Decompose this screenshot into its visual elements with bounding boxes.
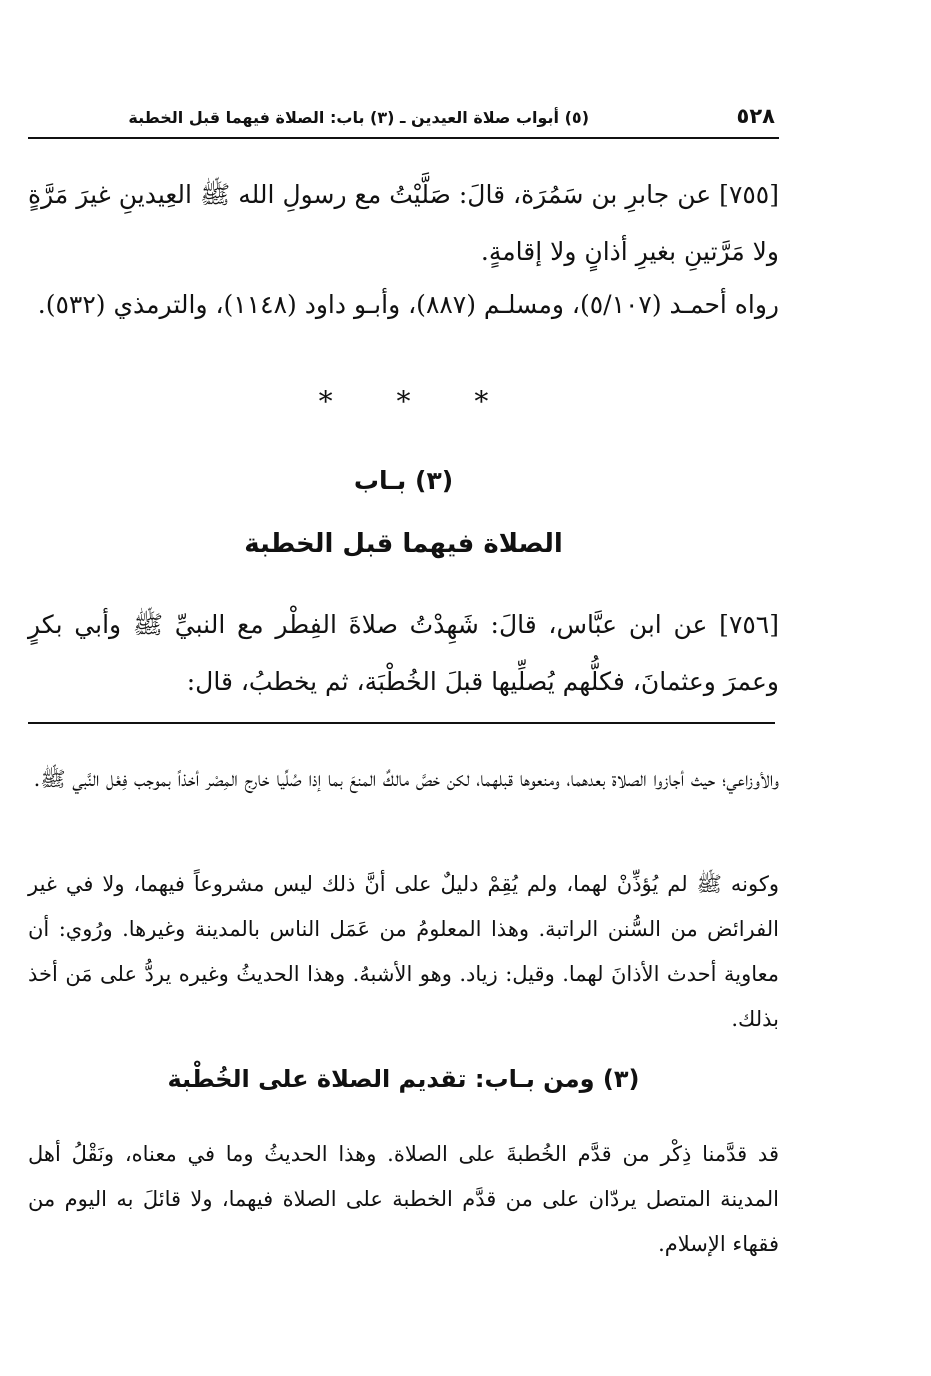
commentary-paragraph-1-block [28, 757, 779, 802]
page-header [28, 100, 779, 134]
hadith-755-block [28, 166, 779, 280]
hadith-755-source-block [28, 276, 779, 333]
hadith-755-source: رواه أحمـد (٥/١٠٧)، ومسلـم (٨٨٧)، وأبـو داود (١١٤٨)، والترمذي (٥٣٢). [37, 290, 779, 319]
commentary-paragraph-2: وكونه ﷺ لم يُؤذِّنْ لهما، ولم يُقِمْ دليلٌ على أنَّ ذلك ليس مشروعاً فيهما، ولا في غير الفرائض من السُّنن الراتبة. وهذا المعلومُ من عَمَل الناس بالمدينة وغيرها. ورُوي: أن معاوية أحدث الأذانَ لهما. وقيل: زياد. وهو الأشبهُ. وهذا الحديثُ وغيره يردُّ على مَن أخذ بذلك. [28, 872, 779, 1031]
hadith-756-text: [٧٥٦] عن ابن عبَّاس، قالَ: شَهِدْتُ صلاةَ الفِطْر مع النبيِّ ﷺ وأبي بكرٍ وعمرَ وعثمانَ، فكلُّهم يُصلِّيها قبلَ الخُطْبَة، ثم يخطبُ، قال: [28, 610, 779, 696]
commentary-paragraph-3: قد قدَّمنا ذِكْر من قدَّم الخُطبةَ على الصلاة. وهذا الحديثُ وما في معناه، ونَقْلُ أهل المدينة المتصل يردّان على من قدَّم الخطبة على الصلاة فيهما، ولا قائلَ به اليوم من فقهاء الإسلام. [28, 1142, 779, 1256]
footnote-divider [28, 722, 775, 724]
section-separator: * * * [318, 385, 489, 418]
chapter-number: (٣) بـاب [353, 466, 454, 495]
commentary-paragraph-3-block [28, 1132, 779, 1267]
commentary-paragraph-1: والأوزاعي؛ حيث أجازوا الصلاة بعدهما، ومنعوها قبلهما، لكن خصَّ مالكٌ المنعَ بما إذا صُلِّيا خارج المِصْر أخذاً بموجب فِعْل النَّبي ﷺ. [33, 767, 779, 791]
commentary-section-title: (٣) ومن بـاب: تقديم الصلاة على الخُطْبة [167, 1065, 640, 1093]
hadith-756-block [28, 596, 779, 710]
header-rule [28, 137, 779, 139]
hadith-755-text: [٧٥٥] عن جابرِ بن سَمُرَة، قالَ: صَلَّيْتُ مع رسولِ الله ﷺ العِيدينِ غيرَ مَرَّةٍ ولا مَرَّتينِ بغيرِ أذانٍ ولا إقامةٍ. [28, 180, 779, 266]
page-number: ٥٢٨ [736, 104, 775, 128]
running-title: (٥) أبواب صلاة العيدين ـ (٣) باب: الصلاة فيهما قبل الخطبة [128, 108, 589, 127]
commentary-paragraph-2-block [28, 862, 779, 1042]
chapter-title: الصلاة فيهما قبل الخطبة [244, 529, 563, 559]
